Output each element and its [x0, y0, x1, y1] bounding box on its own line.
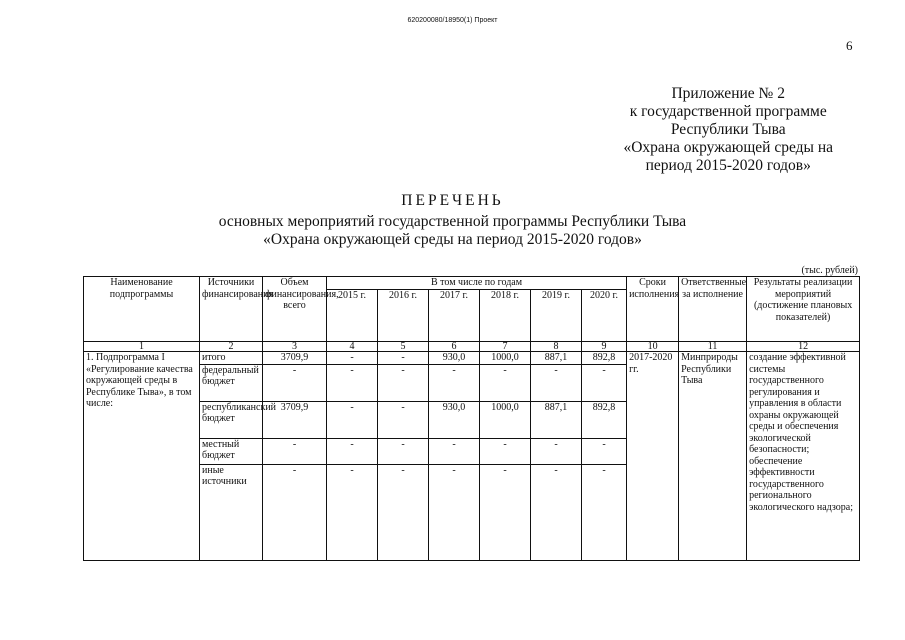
- program-name: 1. Подпрограмма I «Регулирование качества окружающей среды в Республике Тыва», в том числе:: [84, 352, 200, 561]
- total-cell: 3709,9: [263, 401, 327, 438]
- column-number: 5: [378, 342, 429, 352]
- responsible-cell: Минприроды Республики Тыва: [679, 352, 747, 561]
- year-cell: -: [480, 364, 531, 401]
- year-cell: -: [327, 352, 378, 365]
- year-cell: 930,0: [429, 401, 480, 438]
- year-cell: -: [378, 401, 429, 438]
- year-cell: -: [480, 464, 531, 560]
- header-results: Результаты реализации мероприятий (достижение плановых показателей): [747, 277, 860, 342]
- column-number: 11: [679, 342, 747, 352]
- total-cell: 3709,9: [263, 352, 327, 365]
- year-cell: -: [378, 352, 429, 365]
- year-cell: -: [327, 401, 378, 438]
- measures-table: [83, 276, 860, 561]
- header-responsible: Ответственные за исполнение: [679, 277, 747, 342]
- page-number: 6: [846, 38, 853, 53]
- year-cell: -: [531, 364, 582, 401]
- total-cell: -: [263, 464, 327, 560]
- column-number: 10: [627, 342, 679, 352]
- header-year: 2015 г.: [327, 289, 378, 342]
- year-cell: 892,8: [582, 401, 627, 438]
- year-cell: -: [378, 438, 429, 464]
- column-number: 12: [747, 342, 860, 352]
- appendix-line: Приложение № 2: [671, 85, 785, 102]
- year-cell: 887,1: [531, 401, 582, 438]
- terms-cell: 2017-2020 гг.: [627, 352, 679, 561]
- year-cell: 892,8: [582, 352, 627, 365]
- year-cell: -: [582, 364, 627, 401]
- column-number: 1: [84, 342, 200, 352]
- results-cell: создание эффективной системы государственного регулирования и управления в области охраны окружающей среды и обеспечения экологической безопасности; обеспечение эффективности государственного регионального экологического надзора;: [747, 352, 860, 561]
- year-cell: -: [582, 464, 627, 560]
- column-number: 2: [200, 342, 263, 352]
- column-number: 3: [263, 342, 327, 352]
- year-cell: -: [531, 464, 582, 560]
- year-cell: -: [378, 364, 429, 401]
- document-subtitle-program: «Охрана окружающей среды на период 2015-2020 годов»: [263, 231, 642, 248]
- appendix-line: «Охрана окружающей среды на: [623, 139, 833, 156]
- column-number-row: [84, 342, 860, 352]
- header-terms: Сроки исполнения: [627, 277, 679, 342]
- source-cell: местный бюджет: [200, 438, 263, 464]
- year-cell: 1000,0: [480, 401, 531, 438]
- year-cell: -: [582, 438, 627, 464]
- header-name: Наименование подпрограммы: [84, 277, 200, 342]
- year-cell: -: [327, 464, 378, 560]
- header-year: 2017 г.: [429, 289, 480, 342]
- table-row: [84, 352, 860, 365]
- source-cell: федеральный бюджет: [200, 364, 263, 401]
- year-cell: -: [531, 438, 582, 464]
- year-cell: 887,1: [531, 352, 582, 365]
- header-sources: Источники финансирования: [200, 277, 263, 342]
- appendix-caption: [623, 85, 833, 175]
- year-cell: 930,0: [429, 352, 480, 365]
- year-cell: -: [378, 464, 429, 560]
- year-cell: -: [480, 438, 531, 464]
- header-year: 2019 г.: [531, 289, 582, 342]
- year-cell: -: [429, 438, 480, 464]
- header-year: 2020 г.: [582, 289, 627, 342]
- document-title: ПЕРЕЧЕНЬ: [401, 192, 504, 209]
- appendix-line: к государственной программе: [629, 103, 827, 120]
- header-year: 2018 г.: [480, 289, 531, 342]
- total-cell: -: [263, 438, 327, 464]
- column-number: 4: [327, 342, 378, 352]
- document-id: 620200080/18950(1) Проект: [407, 17, 498, 24]
- total-cell: -: [263, 364, 327, 401]
- header-total: Объем финансирования, всего: [263, 277, 327, 342]
- appendix-line: период 2015-2020 годов»: [645, 157, 811, 174]
- appendix-line: Республики Тыва: [670, 121, 786, 138]
- column-number: 7: [480, 342, 531, 352]
- year-cell: -: [327, 364, 378, 401]
- source-cell: республиканский бюджет: [200, 401, 263, 438]
- year-cell: -: [327, 438, 378, 464]
- column-number: 9: [582, 342, 627, 352]
- year-cell: -: [429, 364, 480, 401]
- source-cell: иные источники: [200, 464, 263, 560]
- year-cell: 1000,0: [480, 352, 531, 365]
- units-label: (тыс. рублей): [801, 265, 858, 276]
- column-number: 8: [531, 342, 582, 352]
- header-year: 2016 г.: [378, 289, 429, 342]
- header-years-group: В том числе по годам: [327, 277, 627, 290]
- source-cell: итого: [200, 352, 263, 365]
- header-row: [84, 277, 860, 290]
- document-subtitle: основных мероприятий государственной программы Республики Тыва: [218, 213, 687, 230]
- year-cell: -: [429, 464, 480, 560]
- column-number: 6: [429, 342, 480, 352]
